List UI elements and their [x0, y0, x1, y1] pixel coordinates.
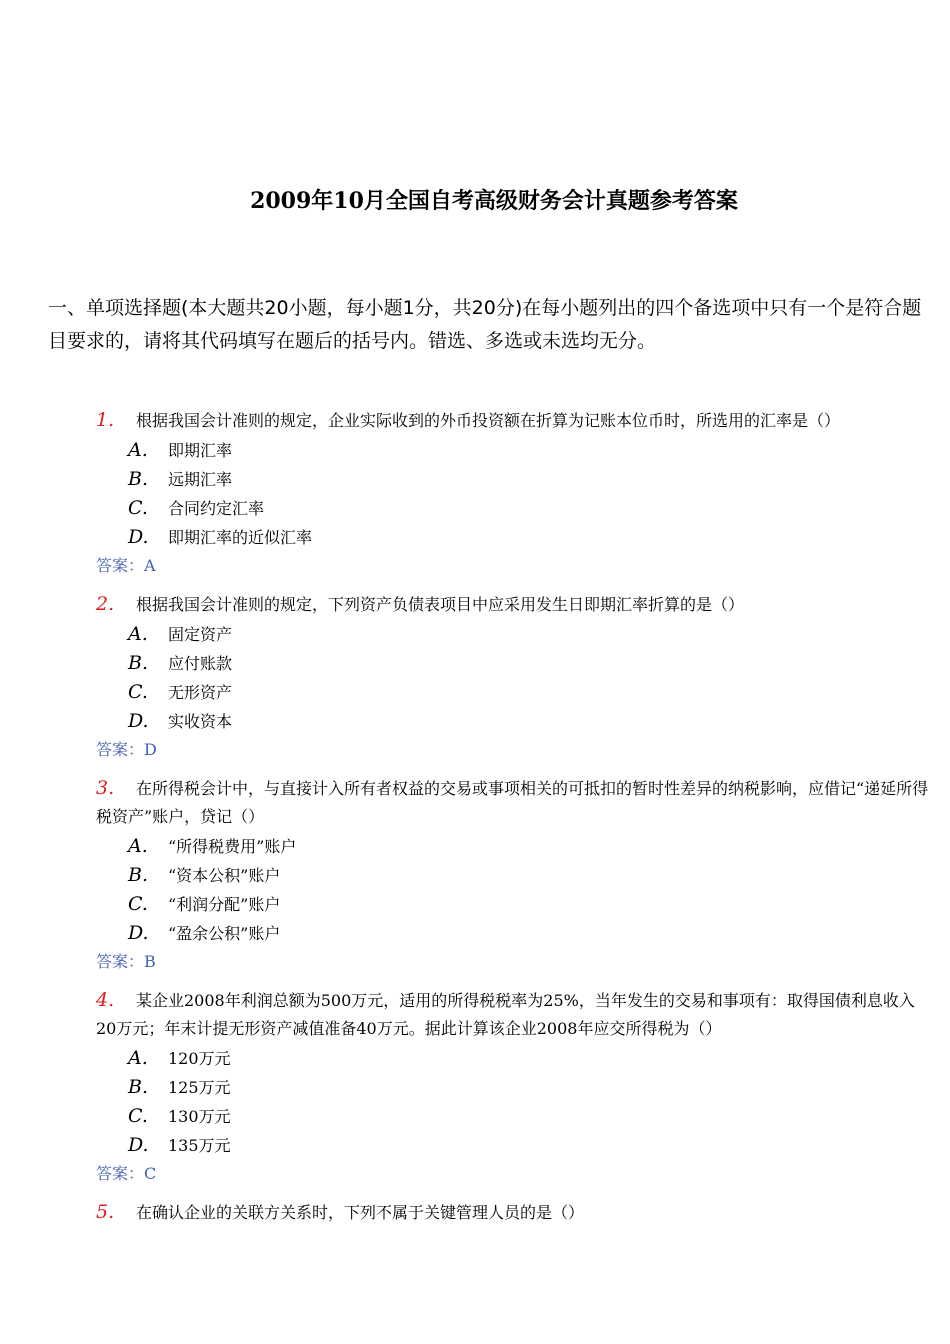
- question-item: [96, 406, 932, 580]
- option-list: [128, 620, 932, 736]
- option-item: [128, 861, 932, 890]
- option-item: [128, 1073, 932, 1102]
- option-letter: D.: [128, 526, 149, 548]
- option-text: 固定资产: [168, 625, 233, 644]
- option-item: [128, 1131, 932, 1160]
- option-text: 120万元: [168, 1049, 231, 1068]
- answer-line: 答案：B: [96, 952, 156, 971]
- option-item: [128, 436, 932, 465]
- option-item: [128, 523, 932, 552]
- option-text: 135万元: [168, 1136, 231, 1155]
- question-number: 2.: [96, 593, 115, 615]
- option-letter: B.: [128, 864, 149, 886]
- option-text: 130万元: [168, 1107, 231, 1126]
- option-text: 合同约定汇率: [168, 499, 265, 518]
- option-letter: B.: [128, 652, 149, 674]
- option-letter: B.: [128, 468, 149, 490]
- question-item: [96, 590, 932, 764]
- option-text: 无形资产: [168, 683, 233, 702]
- option-letter: D.: [128, 1134, 149, 1156]
- option-letter: A.: [128, 623, 148, 645]
- option-letter: C.: [128, 1105, 148, 1127]
- option-letter: C.: [128, 681, 148, 703]
- question-item: [96, 774, 932, 976]
- question-stem: [96, 986, 932, 1043]
- section-heading: 一、单项选择题(本大题共20小题，每小题1分，共20分)在每小题列出的四个备选项中只有一个是符合题目要求的，请将其代码填写在题后的括号内。错选、多选或未选均无分。: [48, 297, 922, 352]
- option-item: [128, 620, 932, 649]
- question-number: 5.: [96, 1201, 115, 1223]
- option-item: [128, 890, 932, 919]
- question-text: 在确认企业的关联方关系时，下列不属于关键管理人员的是（）: [136, 1203, 585, 1222]
- option-text: 即期汇率: [168, 441, 233, 460]
- question-number: 4.: [96, 989, 115, 1011]
- option-text: 125万元: [168, 1078, 231, 1097]
- option-item: [128, 707, 932, 736]
- option-text: 实收资本: [168, 712, 233, 731]
- option-text: “资本公积”账户: [168, 866, 281, 885]
- option-item: [128, 1102, 932, 1131]
- question-list: [96, 406, 932, 1237]
- option-text: 应付账款: [168, 654, 233, 673]
- option-letter: A.: [128, 1047, 148, 1069]
- option-item: [128, 832, 932, 861]
- option-letter: D.: [128, 922, 149, 944]
- option-letter: B.: [128, 1076, 149, 1098]
- option-text: “利润分配”账户: [168, 895, 281, 914]
- option-list: [128, 436, 932, 552]
- option-text: “所得税费用”账户: [168, 837, 297, 856]
- question-text: 在所得税会计中，与直接计入所有者权益的交易或事项相关的可抵扣的暂时性差异的纳税影响，应借记“递延所得税资产”账户，贷记（）: [96, 779, 929, 826]
- question-stem: [96, 1198, 932, 1227]
- question-item: [96, 986, 932, 1188]
- option-letter: A.: [128, 439, 148, 461]
- option-letter: A.: [128, 835, 148, 857]
- option-list: [128, 832, 932, 948]
- option-item: [128, 494, 932, 523]
- answer-line: 答案：D: [96, 740, 157, 759]
- answer-line: 答案：C: [96, 1164, 157, 1183]
- option-text: 远期汇率: [168, 470, 233, 489]
- question-stem: [96, 406, 932, 435]
- answer-line: 答案：A: [96, 556, 156, 575]
- question-stem: [96, 590, 932, 619]
- option-list: [128, 1044, 932, 1160]
- option-item: [128, 649, 932, 678]
- question-text: 根据我国会计准则的规定，企业实际收到的外币投资额在折算为记账本位币时，所选用的汇率是（）: [136, 411, 841, 430]
- question-number: 1.: [96, 409, 115, 431]
- option-text: 即期汇率的近似汇率: [168, 528, 313, 547]
- document-title: 2009年10月全国自考高级财务会计真题参考答案: [250, 188, 738, 214]
- question-stem: [96, 774, 932, 831]
- question-item: [96, 1198, 932, 1227]
- option-item: [128, 919, 932, 948]
- option-text: “盈余公积”账户: [168, 924, 281, 943]
- question-text: 某企业2008年利润总额为500万元，适用的所得税税率为25%，当年发生的交易和事项有：取得国债利息收入20万元；年末计提无形资产减值准备40万元。据此计算该企业2008年应交所得税为（）: [96, 991, 915, 1038]
- question-number: 3.: [96, 777, 115, 799]
- option-letter: D.: [128, 710, 149, 732]
- option-letter: C.: [128, 497, 148, 519]
- option-letter: C.: [128, 893, 148, 915]
- option-item: [128, 1044, 932, 1073]
- question-text: 根据我国会计准则的规定，下列资产负债表项目中应采用发生日即期汇率折算的是（）: [136, 595, 745, 614]
- option-item: [128, 465, 932, 494]
- option-item: [128, 678, 932, 707]
